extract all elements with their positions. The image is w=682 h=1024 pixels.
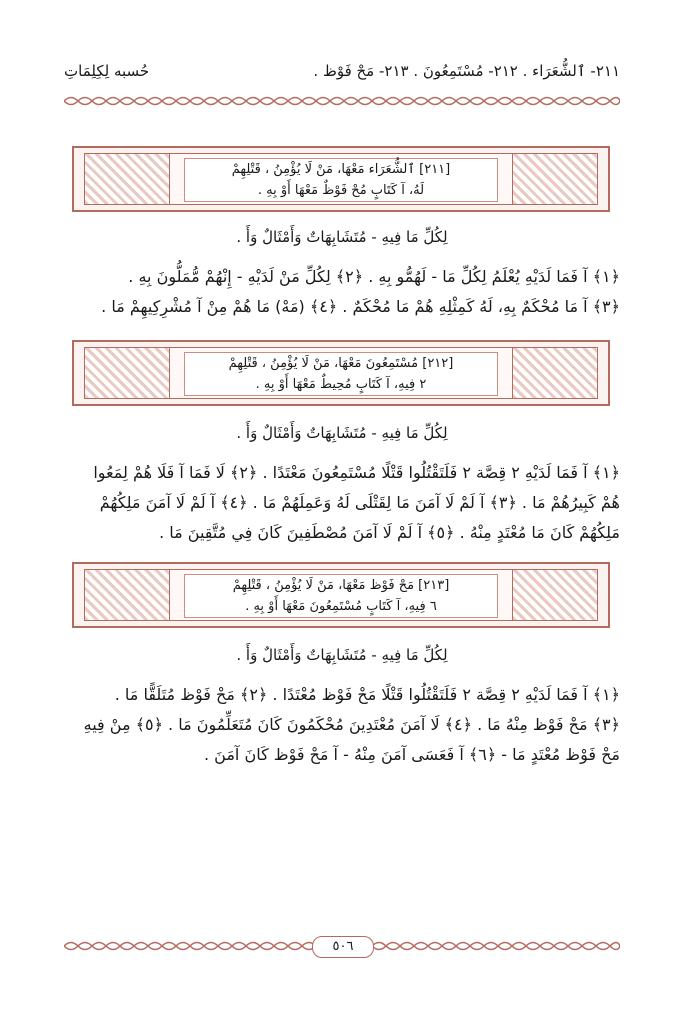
frame-line: ٢ فِيهِ، آ كَتَابٍ مُحِيطٌ مَعْهَا أَوْ بِهِ . bbox=[255, 377, 427, 392]
frame-line: لَهُ، آ كَتَابٍ مُحْ فَوْظٌ مَعْهَا أَوْ بِهِ . bbox=[257, 183, 425, 198]
verse-line: ﴿٣﴾ آ مَا مُحْكَمٌ بِهِ، لَهُ كَمِثْلِهِ هُمْ مَا مُحْكَمٌ . ﴿٤﴾ (مَهْ) مَا هُمْ مِنْ آ مُشْرِكِيهِمْ مَا . bbox=[101, 297, 620, 316]
frame-ornament-right bbox=[512, 569, 598, 621]
verse-line: ﴿٣﴾ مَحْ فَوْظ مِنْهُ مَا . ﴿٤﴾ لَا آمَنَ مُعْتَدِينَ مُحْكَمُونَ كَانَ مُتَعَلِّمُونَ مَا . ﴿٥﴾ مِنْ فِيهِ bbox=[83, 715, 620, 734]
section-subheading: لِكُلِّ مَا فِيهِ - مُتَشَابِهَاتٌ وَأَمْثَالٌ وَأَ . bbox=[236, 424, 448, 442]
header-title: حُسبه لِكِلِمَاتِ bbox=[64, 62, 150, 80]
section-subheading: لِكُلِّ مَا فِيهِ - مُتَشَابِهَاتٌ وَأَمْثَالٌ وَأَ . bbox=[236, 646, 448, 664]
page-number: ٥٠٦ bbox=[312, 936, 374, 958]
frame-ornament-left bbox=[84, 153, 170, 205]
frame-label bbox=[184, 158, 498, 202]
frame-label bbox=[184, 352, 498, 396]
frame-ornament-left bbox=[84, 569, 170, 621]
verse-line: ﴿١﴾ آ فَمَا لَدَيْهِ ٢ قِصَّة ٢ فَلَتَقْتُلُوا قَتْلًا مُسْتَمِعُونَ مَعْتَدًا . ﴿٢﴾ لَا فَمَا آ فَلَا هُمْ لِمَعُوا bbox=[93, 463, 620, 482]
section-subheading: لِكُلِّ مَا فِيهِ - مُتَشَابِهَاتٌ وَأَمْثَالٌ وَأَ . bbox=[236, 228, 448, 246]
frame-label bbox=[184, 574, 498, 618]
section-title-frame bbox=[72, 340, 610, 406]
verse-line: مَلِكُهُمْ كَانَ مَا مُعْتَدٍ مِنْهُ . ﴿٥﴾ آ لَمْ لَا آمَنَ مُصْطَفِينَ كَانَ فِي مُتَّقِينَ مَا . bbox=[159, 523, 620, 542]
section-title-frame bbox=[72, 146, 610, 212]
frame-line: [٢١١] ٱلشُّعَرَاء مَعْهَا، مَنْ لَا يُؤْمِنُ ، قَتْلِهِمْ bbox=[231, 162, 451, 177]
verse-line: هُمْ كَبِيرُهُمْ مَا . ﴿٣﴾ آ لَمْ لَا آمَنَ مَا لِقَتْلَى لَهُ وَعَمِلَهُمْ مَا . ﴿٤﴾ آ لَمْ لَا آمَنَ مَلِكُهُمْ bbox=[99, 493, 620, 512]
frame-line: [٢١٢] مُسْتَمِعُونَ مَعْهَا، مَنْ لَا يُؤْمِنُ ، قَتْلِهِمْ bbox=[228, 356, 454, 371]
verse-line: مَحْ فَوْظ مُعْتَدٍ مَا - ﴿٦﴾ آ فَعَسَى آمَنَ مِنْهُ - آ مَحْ فَوْظ كَانَ آمَنَ . bbox=[203, 745, 620, 764]
verse-line: ﴿١﴾ آ فَمَا لَدَيْهِ ٢ قِصَّة ٢ فَلَتَقْتُلُوا قَتْلًا مَحْ فَوْظ مُعْتَدًا . ﴿٢﴾ مَحْ فَوْظ مُتَلَقًّا مَا . bbox=[114, 685, 620, 704]
verse-block bbox=[64, 262, 620, 322]
running-header bbox=[64, 62, 620, 86]
verse-line: ﴿١﴾ آ فَمَا لَدَيْهِ يُعْلَمُ لِكُلِّ مَا - لَهُمُّو بِهِ . ﴿٢﴾ لِكُلِّ مَنْ لَدَيْهِ - إِنْهُمْ مُّمَلُّونَ بِهِ . bbox=[128, 267, 620, 286]
verse-block bbox=[64, 458, 620, 548]
frame-line: ٦ فِيهِ، آ كَتَابٍ مُسْتَمِعُونَ مَعْهَا أَوْ بِهِ . bbox=[245, 599, 437, 614]
section-title-frame bbox=[72, 562, 610, 628]
verse-block bbox=[64, 680, 620, 770]
footer bbox=[64, 936, 620, 956]
top-ornament-band bbox=[64, 94, 620, 108]
header-glossary: ٢١١- ٱلشُّعَرَاء . ٢١٢- مُسْتَمِعُونَ . ٢١٣- مَحْ فَوْظ . bbox=[313, 62, 620, 80]
frame-line: [٢١٣] مَحْ فَوْظ مَعْهَا، مَنْ لَا يُؤْمِنُ ، قَتْلِهِمْ bbox=[232, 578, 450, 593]
frame-ornament-right bbox=[512, 347, 598, 399]
frame-ornament-left bbox=[84, 347, 170, 399]
frame-ornament-right bbox=[512, 153, 598, 205]
